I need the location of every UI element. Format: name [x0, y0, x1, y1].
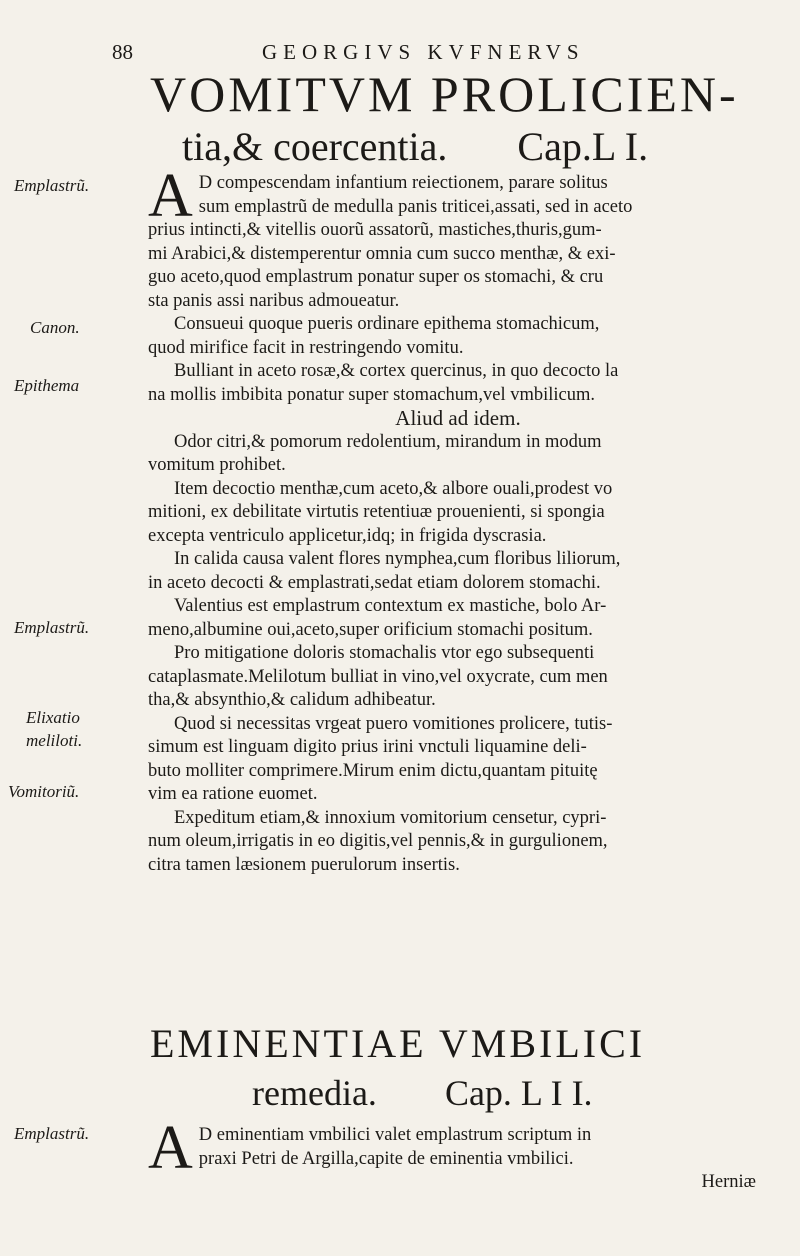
margin-note-emplastrum-2: Emplastrũ.	[14, 618, 90, 637]
chapter52-subtitle: remedia.	[252, 1073, 377, 1113]
paragraph-3: Bulliant in aceto rosæ,& cortex quercinus, in quo decocto la na mollis imbibita ponatur super stomachum,vel vmbilicum.	[148, 361, 619, 405]
chapter-subtitle: tia,& coercentia.	[182, 124, 448, 169]
margin-note-emplastrum: Emplastrũ.	[14, 176, 90, 195]
chapter52-label: Cap. L I I.	[444, 1073, 593, 1113]
margin-note-elixatio: Elixatio	[26, 708, 80, 727]
paragraph-1: A D compescendam infantium reiectionem, parare solitus sum emplastrũ de medulla panis triticei,assati, sed in aceto prius intincti,& vitellis ouorũ assatorũ, mastiches,thuris,gum- mi Arabici,& distemperentur omnia cum succo menthæ, & exi- guo aceto,quod emplastrum ponatur super os stomachi, & cru sta panis assi naribus admoueatur.	[148, 162, 633, 311]
paragraph-7: Valentius est emplastrum contextum ex mastiche, bolo Ar- meno,albumine oui,aceto,super orificium stomachi positum.	[148, 596, 607, 640]
subheading: Aliud ad idem.	[395, 406, 521, 430]
chapter51-body	[148, 162, 768, 877]
drop-cap-2: A	[148, 1114, 193, 1182]
chapter-title-line2	[182, 124, 648, 170]
page-number: 88	[112, 40, 133, 64]
margin-note-epithema: Epithema	[14, 376, 80, 395]
paragraph-4: Odor citri,& pomorum redolentium, mirandum in modum vomitum prohibet.	[148, 431, 602, 475]
margin-note-canon: Canon.	[30, 318, 80, 337]
chapter52-paragraph: A D eminentiam vmbilici valet emplastrum scriptum in praxi Petri de Argilla,capite de eminentia vmbilici.	[148, 1114, 592, 1182]
margin-note-vomitorium: Vomitoriũ.	[8, 782, 80, 801]
drop-cap: A	[148, 162, 193, 230]
margin-note-meliloti: meliloti.	[26, 731, 83, 750]
chapter-label: Cap.L I.	[517, 124, 649, 169]
chapter52-title-line2	[252, 1072, 593, 1114]
paragraph-5: Item decoctio menthæ,cum aceto,& albore ouali,prodest vo mitioni, ex debilitate virtutis retentiuæ prouenienti, si spongia excepta ventriculo applicetur,idq; in frigida dyscrasia.	[148, 478, 613, 546]
paragraph-10: Expeditum etiam,& innoxium vomitorium censetur, cypri- num oleum,irrigatis in eo digitis,vel pennis,& in gurgulionem, citra tamen læsionem puerulorum insertis.	[148, 807, 608, 875]
chapter52-title-line1: EMINENTIAE VMBILICI	[150, 1021, 646, 1066]
paragraph-6: In calida causa valent flores nymphea,cum floribus liliorum, in aceto decocti & emplastrati,sedat etiam dolorem stomachi.	[148, 549, 621, 593]
paragraph-2: Consueui quoque pueris ordinare epithema stomachicum, quod mirifice facit in restringendo vomitu.	[148, 314, 600, 358]
catchword: Herniæ	[701, 1172, 756, 1192]
paragraph-9: Quod si necessitas vrgeat puero vomitiones prolicere, tutis- simum est linguam digito prius irini vnctuli liquamine deli- buto molliter comprimere.Mirum enim dictu,quantam pituitę vim ea ratione euomet.	[148, 713, 613, 804]
margin-note-emplastrum-3: Emplastrũ.	[14, 1124, 90, 1143]
paragraph-8: Pro mitigatione doloris stomachalis vtor ego subsequenti cataplasmate.Melilotum bulliat in vino,vel oxycrate, cum men tha,& absynthio,& calidum adhibeatur.	[148, 643, 608, 710]
chapter-title-line1: VOMITVM PROLICIEN-	[150, 66, 739, 122]
running-title: GEORGIVS KVFNERVS	[262, 40, 585, 64]
